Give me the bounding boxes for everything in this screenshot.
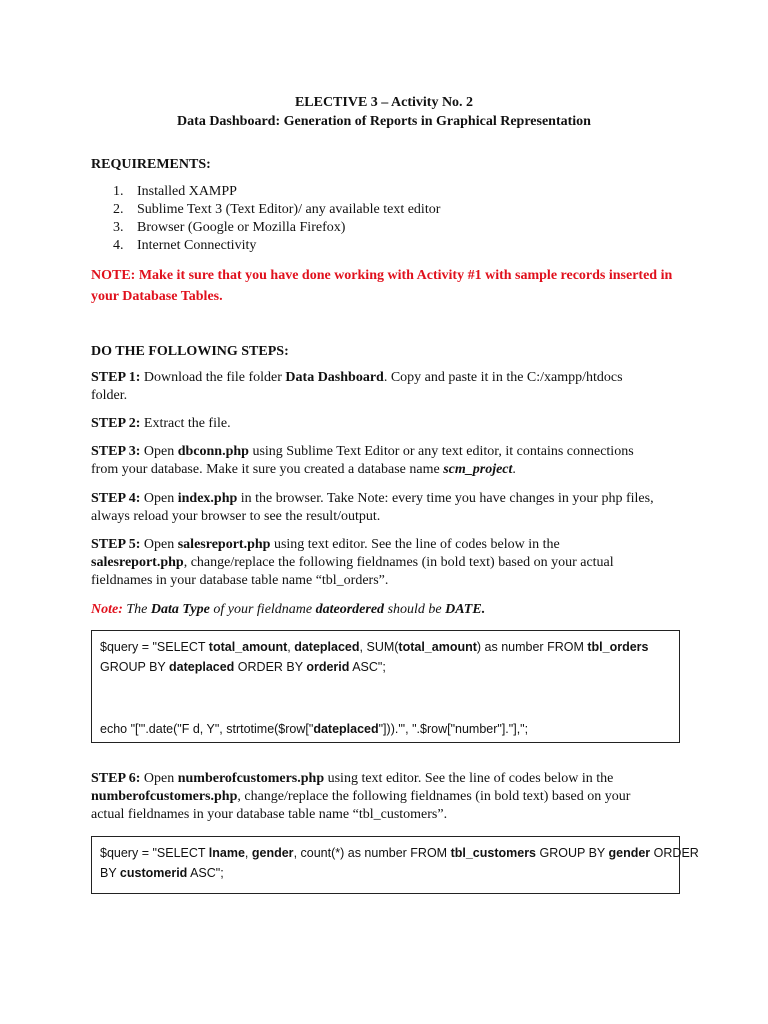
note-warning: NOTE: Make it sure that you have done working with Activity #1 with sample records inserted in your Database Tables. xyxy=(91,268,673,304)
code-line: $query = "SELECT lname, gender, count(*) as number FROM tbl_customers GROUP BY gender ORDER xyxy=(100,846,699,860)
title-line-1: ELECTIVE 3 – Activity No. 2 xyxy=(294,95,474,110)
code-box-salesreport xyxy=(91,630,680,743)
steps-heading: DO THE FOLLOWING STEPS: xyxy=(91,344,289,359)
requirements-list xyxy=(91,183,440,255)
list-item: 1. Installed XAMPP xyxy=(113,184,237,199)
code-line: $query = "SELECT total_amount, dateplaced, SUM(total_amount) as number FROM tbl_orders xyxy=(100,640,649,654)
code-line: BY customerid ASC"; xyxy=(100,866,224,880)
step-6: STEP 6: Open numberofcustomers.php using text editor. See the line of codes below in the numberofcustomers.php, change/replace the following fieldnames (in bold text) based on your actual fieldnames in your database table name “tbl_customers”. xyxy=(91,771,631,822)
step-3: STEP 3: Open dbconn.php using Sublime Text Editor or any text editor, it contains connections from your database. Make it sure you created a database name scm_project. xyxy=(91,444,634,477)
requirements-heading: REQUIREMENTS: xyxy=(91,157,211,172)
step-4: STEP 4: Open index.php in the browser. Take Note: every time you have changes in your php files, always reload your browser to see the result/output. xyxy=(91,491,654,524)
note-data-type: Note: The Data Type of your fieldname dateordered should be DATE. xyxy=(91,602,486,617)
list-item: 4. Internet Connectivity xyxy=(113,238,257,253)
code-box-customers xyxy=(91,836,699,894)
step-2: STEP 2: Extract the file. xyxy=(91,416,231,431)
step-5: STEP 5: Open salesreport.php using text editor. See the line of codes below in the salesreport.php, change/replace the following fieldnames (in bold text) based on your actual fieldnames in your database table name “tbl_orders”. xyxy=(91,537,614,588)
code-line: GROUP BY dateplaced ORDER BY orderid ASC"; xyxy=(100,660,386,674)
list-item: 3. Browser (Google or Mozilla Firefox) xyxy=(113,220,346,235)
code-line: echo "['".date("F d, Y", strtotime($row["dateplaced"]))."', ".$row["number"]."],"; xyxy=(100,722,529,736)
step-1: STEP 1: Download the file folder Data Dashboard. Copy and paste it in the C:/xampp/htdocs folder. xyxy=(91,370,623,403)
document-title xyxy=(0,94,768,132)
list-item: 2. Sublime Text 3 (Text Editor)/ any available text editor xyxy=(113,202,441,217)
title-line-2: Data Dashboard: Generation of Reports in Graphical Representation xyxy=(177,114,591,129)
